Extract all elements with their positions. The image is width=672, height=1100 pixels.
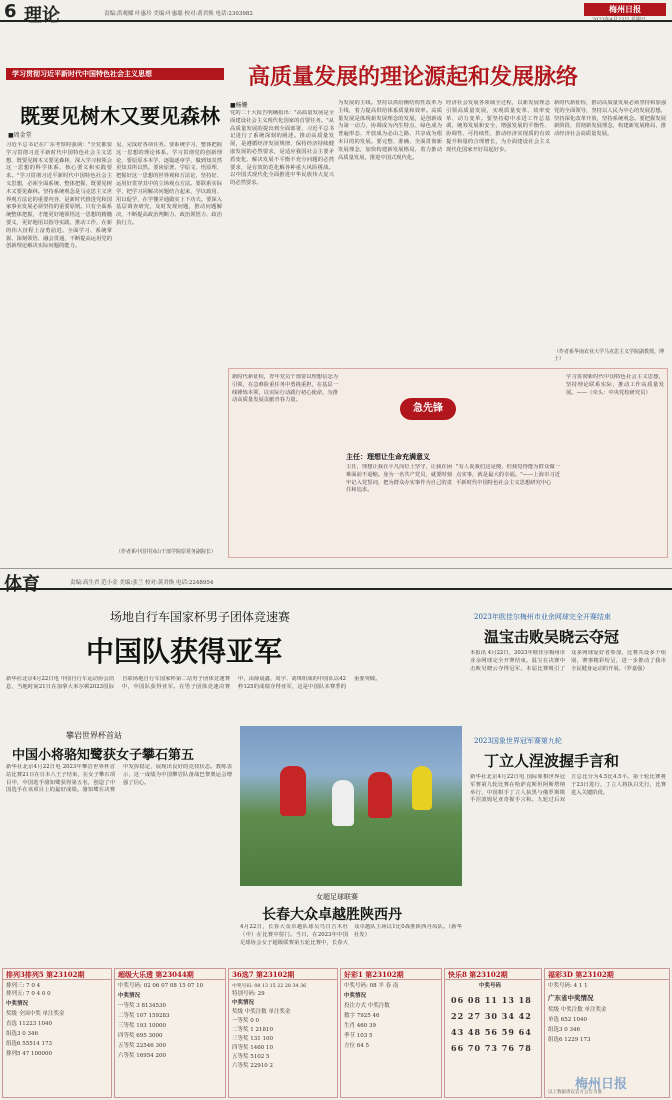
sports-credits: 责编:高生君 范小金 美编:张兰 校对:黄君焕 电话:2248954 [70, 580, 214, 586]
player-red-2 [368, 772, 392, 818]
lottery-line: 三等奖 131 100 [232, 1036, 273, 1042]
photo-caption-title: 长春大众卓越胜陕西丹 [262, 907, 402, 923]
lottery-line: 排列五: 7 0 4 0 0 [6, 991, 51, 997]
tennis-title: 温宝击败吴晓云夺冠 [484, 628, 620, 646]
player-white [332, 780, 354, 826]
chess-body: 新华社北京4月22日电 国际象棋世界冠军赛第九轮比赛在哈萨克斯坦阿斯塔纳举行，中国棋手丁立人执黑与俄罗斯棋手涅波姆尼亚奇握手言和。九轮过后双方总比分为4.5比4.5平。第十轮比赛将于23日进行，丁立人将执白先行，比赛进入关键阶段。 [470, 774, 666, 804]
soccer-photo [240, 726, 462, 886]
lottery-line: 43 48 56 59 64 [451, 1027, 532, 1037]
photo-caption-body: 4月22日，长春大众卓越队球员鸟日吉木杜（中）在比赛中射门。当日，在2023年中国足球协会女子超级联赛第五轮比赛中，长春大众卓越队主场以1比0战胜陕西丹凤队。（新华社发） [240, 924, 462, 946]
lottery-line: 季节 103 5 [344, 1033, 373, 1039]
lottery-title: 36选7 第23102期 [229, 969, 337, 980]
lottery-panel-0 [2, 968, 112, 1098]
tennis-kicker: 2023年欧佳尔梅州市业余网球完全开赛结束 [474, 613, 611, 621]
vanguard-col1: 新时代新征程，青年党员干部要以理想信念为引领，在急难险重任务中勇挑重担，在基层一线锤炼本领，以实际行动践行初心使命，为推动高质量发展贡献青春力量。 [232, 374, 338, 404]
vanguard-col2: 主任，理想让我在平凡岗位上坚守，让我在困难面前不退缩。身为一名共产党员，就要时刻牢记入党誓词，把为群众办实事作为自己的责任和追求。 [346, 464, 452, 494]
lottery-line: 中奖号码 [479, 983, 502, 989]
lottery-line: 投注方式 中奖注数 [344, 1003, 390, 1009]
lottery-title: 好彩1 第23102期 [341, 969, 441, 980]
chess-title: 丁立人涅波握手言和 [484, 752, 620, 770]
header-date: 2023年4月23日 星期日 [592, 17, 646, 23]
sports-section-name: 体育 [4, 574, 40, 595]
lottery-line: 中奖情况 [6, 1001, 29, 1007]
lottery-title: 福彩3D 第23102期 [545, 969, 669, 980]
lottery-line: 排列5 47 100000 [6, 1051, 52, 1057]
footer-note: 以上数据请以官方公告为准 [548, 1090, 602, 1095]
lottery-panel-2 [228, 968, 338, 1098]
lottery-line: 六等奖 22910 2 [232, 1063, 273, 1069]
lottery-line: 方位 64 5 [344, 1043, 369, 1049]
referee [412, 766, 432, 810]
lottery-panel-3 [340, 968, 442, 1098]
sports-header [0, 568, 672, 595]
lottery-line: 六等奖 16954 200 [118, 1053, 166, 1059]
lottery-line: 中奖号码: 08 羊 春 南 [344, 983, 399, 989]
lottery-line: 奖级 中奖注数 单注奖金 [548, 1007, 607, 1013]
left-article-sign: （作者系中国井冈山干部学院原常务副院长） [116, 549, 217, 555]
lottery-line: 一等奖 3 8134530 [118, 1003, 166, 1009]
left-article-col2: 见，完成好各项任务。要系统学习，整体把握这一思想的理论体系。学习贯彻党的创新理论，要原原本本学、逐篇逐章学，做到知其然更知其所以然。要读原著、学原文、悟原理，把握好这一思想的世界观和方法论，坚持好、运用好贯穿其中的立场观点方法。要联系实际学，把学习同解决问题结合起来，学以致用、用以促学，在学懂弄通做实上下功夫。要深入基层调查研究，及时发现问题，推动问题解决，不断提高政治判断力、政治领悟力、政治执行力。 [116, 142, 222, 226]
lottery-line: 一等奖 0 0 [232, 1018, 259, 1024]
lottery-line: 组选3 0 346 [6, 1031, 38, 1037]
lottery-line: 中奖号码: 4 1 1 [548, 983, 588, 989]
lottery-line: 组选3 0 346 [548, 1027, 580, 1033]
player-red-1 [280, 766, 306, 816]
main-author: ■杨姗 [230, 102, 248, 109]
lottery-line: 五等奖 5102 5 [232, 1054, 270, 1060]
lottery-line: 二等奖 1 21810 [232, 1027, 273, 1033]
climb-title: 中国小将骆知鹭获女子攀石第五 [12, 748, 195, 763]
lottery-panel-4 [444, 968, 542, 1098]
sports-main-body: 新华社北京4月22日电 中国自行车运动协会消息，当地时间21日在加拿大米尔顿2023国际自联场地自行车国家杯第二站男子团体竞速赛中，中国队获得亚军。在男子团体竞速决赛中，由薛晨鑫、周宇、刘琪组成的中国队以42秒125的成绩夺得亚军，这是中国队本赛季的重要突破。 [6, 676, 381, 690]
lottery-line: 中奖情况 [344, 993, 367, 999]
main-article-sign: （作者系华南农业大学马克思主义学院副教授、博士） [554, 349, 665, 362]
lottery-line: 直选 11223 1040 [6, 1021, 52, 1027]
lottery-line: 数字 7925 46 [344, 1013, 380, 1019]
lottery-line: 单选 652 1040 [548, 1017, 587, 1023]
sports-main-title: 中国队获得亚军 [86, 635, 283, 668]
lottery-line: 奖级 全国中奖 单注奖金 [6, 1011, 65, 1017]
lottery-line: 中奖号码: 08 13 15 22 28 34 36 [232, 984, 307, 989]
lottery-line: 排列三: 7 0 4 [6, 983, 41, 989]
lottery-line: 生肖 460 39 [344, 1023, 376, 1029]
vanguard-col4: 学习贯彻新时代中国特色社会主义思想，坚持理论联系实际，推动工作高质量发展。——（牵头：中央党校研究员） [566, 374, 664, 396]
left-article-title: 既要见树木又要见森林 [20, 104, 220, 128]
lottery-line: 组选6 1229 173 [548, 1037, 591, 1043]
watermark-stamp: 梅州日报 [575, 1077, 628, 1092]
lottery-line: 组选6 55514 173 [6, 1041, 52, 1047]
main-article-col3: 经济社会发展各领域全过程，以新发展理念引领高质量发展，实现质量变革、效率变革、动力变革。要坚持稳中求进工作总基调，统筹发展和安全，增强发展的平衡性、协调性、可持续性，推动经济实现质的有效提升和量的合理增长，为全面建设社会主义现代化国家开好局起好步。 [446, 100, 550, 153]
lottery-title: 超级大乐透 第23044期 [115, 969, 225, 980]
lottery-line: 特别号码: 29 [232, 991, 265, 997]
series-tag: 学习贯彻习近平新时代中国特色社会主义思想 [6, 68, 224, 80]
main-article-col1: 党的二十大报告明确指出："高质量发展是全面建设社会主义现代化国家的首要任务。"从高质量发展的提出到全面部署，习近平总书记进行了系统深刻的阐述。推动高质量发展，是遵循经济发展规律、保持经济持续健康发展的必然要求，是适应我国社会主要矛盾变化、解决发展不平衡不充分问题的必然要求，是有效防范化解各种重大风险挑战、以中国式现代化全面推进中华民族伟大复兴的必然要求。 [230, 110, 334, 187]
tennis-body: 本报讯 4月22日，2023年欧佳尔梅州市业余网球完全开赛结束。温宝在决赛中击败吴晓云夺得冠军。本届比赛吸引了众多网球爱好者参加，比赛共设多个组别，赛事精彩纷呈，进一步推动了我市全民健身运动的开展。（罗嘉强） [470, 650, 666, 672]
main-article-col2: 为发展的主线。坚持以供给侧结构性改革为主线，着力提高供给体系质量和效率。高质量发展是体现新发展理念的发展，是创新成为第一动力、协调成为内生特点、绿色成为普遍形态、开放成为必由之路、共享成为根本目的的发展。要完整、准确、全面贯彻新发展理念，加快构建新发展格局，着力推动高质量发展，推进中国式现代化。 [338, 100, 442, 161]
vanguard-badge: 急先锋 [400, 398, 456, 420]
lottery-panel-5 [544, 968, 670, 1098]
lottery-line: 奖级 中奖注数 单注奖金 [232, 1009, 291, 1015]
lottery-line: 五等奖 22546 300 [118, 1043, 166, 1049]
section-name: 理论 [24, 5, 60, 26]
lottery-line: 三等奖 193 10000 [118, 1023, 166, 1029]
page-number: 6 [4, 1, 17, 22]
main-article-col4: 新时代新征程，推动高质量发展必须坚持和加强党的全面领导，坚持以人民为中心的发展思想，坚持深化改革开放，坚持系统观念。要把握发展新阶段，贯彻新发展理念，构建新发展格局，推动经济社会高质量发展。 [554, 100, 666, 138]
climb-kicker: 攀岩世界杯首站 [66, 731, 122, 740]
climb-body: 新华社北京4月22日电 2023年攀岩世界杯首站比赛21日在日本八王子结束，在女子攀石项目中，中国选手骆知鹭获得第五名，创造了中国选手在该项目上的最好成绩。骆知鹭在决赛中发挥稳定，展现出良好的竞技状态。教练表示，这一成绩为中国攀岩队备战巴黎奥运会增强了信心。 [6, 764, 232, 794]
left-author: ■周金堂 [8, 132, 32, 139]
header-credits: 责编:洪观樑 叶惠玲 美编:叶惠聪 校对:黄君焕 电话:2303982 [104, 11, 253, 17]
lottery-line: 中奖情况 [118, 993, 141, 999]
lottery-line: 06 08 11 13 18 [451, 995, 532, 1005]
vanguard-title: 主任：理想让生命充满意义 [346, 452, 430, 461]
lottery-panel-1 [114, 968, 226, 1098]
chess-kicker: 2023国象世界冠军赛第九轮 [474, 737, 562, 745]
lottery-line: 四等奖 695 3000 [118, 1033, 163, 1039]
photo-caption-kicker: 女超足球联赛 [316, 893, 358, 901]
lottery-line: 四等奖 1460 10 [232, 1045, 273, 1051]
vanguard-col3: "有人说我们这是傻，但我觉得能为群众做一点实事，就是最大的幸福。"——上海市习近平新时代中国特色社会主义思想研究中心 [456, 464, 560, 486]
masthead-logo: 梅州日报 [584, 3, 666, 16]
lottery-line: 广东省中奖情况 [548, 994, 594, 1002]
lottery-title: 快乐8 第23102期 [445, 969, 541, 980]
lottery-line: 中奖情况 [232, 1000, 255, 1006]
lottery-line: 中奖号码: 02 06 07 08 15 07 10 [118, 983, 204, 989]
lottery-line: 22 27 30 34 42 [451, 1011, 532, 1021]
lottery-title: 排列3排列5 第23102期 [3, 969, 111, 980]
lottery-line: 二等奖 107 159283 [118, 1013, 170, 1019]
page-header [0, 0, 672, 26]
left-article-col1: 习近平总书记在广东考察时强调："全党都要学习贯彻习近平新时代中国特色社会主义思想，既要见树木又要见森林，深入学习和领会这一思想的科学体系、核心要义和实践要求。"学习贯彻习近平新时代中国特色社会主义思想，必须全面系统、整体把握，既要见树木又要见森林。坚持系统观念是马克思主义世界观方法论的重要内容，是新时代推进党和国家事业发展必须坚持的重要原则。只有全面系统整体把握，才能更好地领悟这一思想的精髓要义，更好地用以指导实践、推动工作，在新的伟大征程上奋勇前进。全面学习、系统掌握、深刻领悟、融会贯通，不断提高运用党的创新理论解决实际问题的能力。 [6, 142, 112, 250]
lottery-line: 66 70 73 76 78 [451, 1043, 532, 1053]
main-article-title: 高质量发展的理论源起和发展脉络 [248, 64, 579, 90]
sports-kicker: 场地自行车国家杯男子团体竞速赛 [110, 610, 291, 624]
